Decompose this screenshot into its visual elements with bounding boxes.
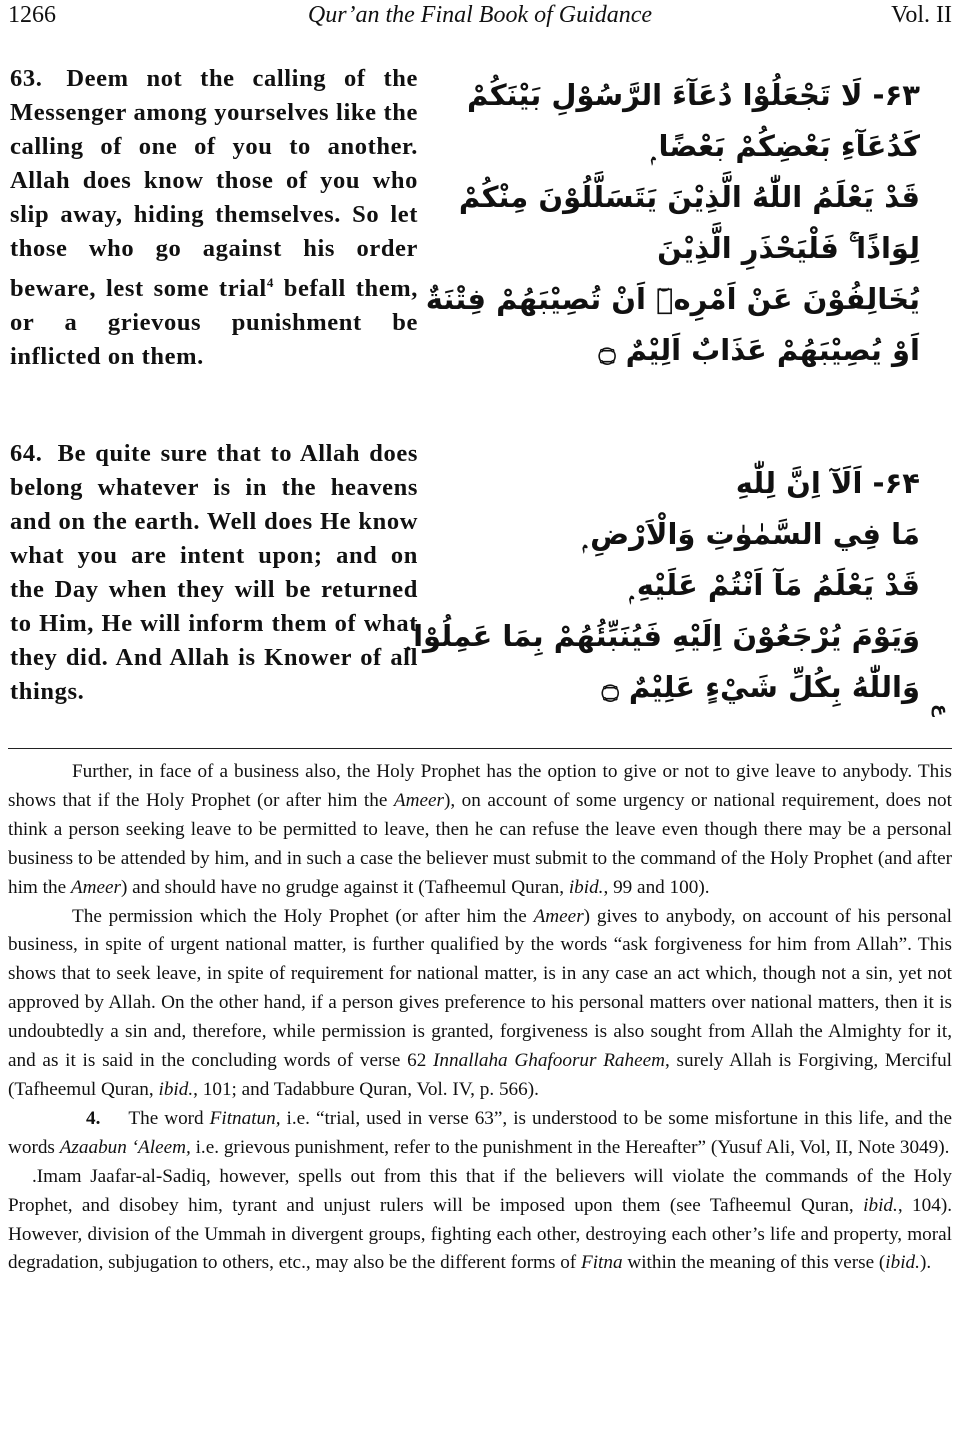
commentary-paragraph xyxy=(8,1163,952,1279)
verse-63-arabic xyxy=(425,70,920,376)
italic-term: ibid. xyxy=(568,876,604,898)
verse-text: Deem not the calling of the Messenger among yourselves like the calling of one of you to another. Allah does know those of you who slip away, hiding themselves. So let those who go against his order beware, lest some trial xyxy=(10,65,418,303)
text: , 99 and 100). xyxy=(603,876,710,898)
text: ) and should have no grudge against it (Tafheemul Quran, xyxy=(120,876,569,898)
verse-64-translation xyxy=(10,437,418,709)
verse-text: Be quite sure that to Allah does belong whatever is in the heavens and on the earth. Well does He know what you are intent upon; and on the Day when they will be returned to Him, He will inform them of what they did. And Allah is Knower of all things. xyxy=(10,440,418,705)
text: i.e. grievous punishment, refer to the punishment in the Hereafter” (Yusuf Ali, Vol, II, Note 3049). xyxy=(190,1136,950,1158)
italic-term: Fitna xyxy=(580,1252,623,1274)
section-divider xyxy=(8,748,952,749)
text: within the meaning of this verse ( xyxy=(622,1252,886,1274)
commentary xyxy=(8,758,952,1278)
volume-label: Vol. II xyxy=(891,2,952,28)
verse-number: 64. xyxy=(10,440,43,467)
verse-63-translation xyxy=(10,62,418,374)
text: , 104). However, division of the Ummah in divergent groups, fighting each other, destroying each other’s life and property, moral degradation, subjugation to others, etc., may also be the different forms of xyxy=(8,1194,953,1274)
arabic-line: يُخَالِفُوْنَ عَنْ اَمْرِهٖٓ اَنْ تُصِيْبَهُمْ فِتْنَةٌ xyxy=(425,282,920,316)
arabic-line: ۶۳- لَا تَجْعَلُوْا دُعَآءَ الرَّسُوْلِ بَيْنَكُمْ xyxy=(467,78,920,112)
arabic-line: قَدْ يَعْلَمُ مَآ اَنْتُمْ عَلَيْهِ ۭ xyxy=(629,568,920,602)
text: The word xyxy=(128,1107,210,1129)
arabic-line: لِوَاذًا ۚ فَلْيَحْذَرِ الَّذِيْنَ xyxy=(657,231,920,265)
text: .Imam Jaafar-al-Sadiq, however, spells out from this that if the believers will violate the commands of the Holy Prophet, and disobey him, tyrant and unjust rulers will be imposed upon them (see Tafheemul Quran, xyxy=(8,1165,952,1216)
text: , surely Allah is Forgiving, Merciful (Tafheemul Quran, xyxy=(8,1050,952,1100)
verse-64-arabic xyxy=(405,458,920,713)
footnote-ref: 4 xyxy=(266,275,274,290)
text: ), on account of some urgency or national requirement, does not think a person seeking leave to be permitted to leave, then he can refuse the leave even though there may be a personal business to be attended by him, and in such a case the believer must submit to the command of the Holy Prophet (and after him the xyxy=(8,789,952,898)
arabic-line: وَيَوْمَ يُرْجَعُوْنَ اِلَيْهِ فَيُنَبِّئُهُمْ بِمَا عَمِلُوْا ۭ xyxy=(405,619,920,653)
italic-term: Ameer xyxy=(393,789,444,811)
arabic-line: اَوْ يُصِيْبَهُمْ عَذَابٌ اَلِيْمٌ ۝ xyxy=(598,333,920,367)
arabic-line: كَدُعَآءِ بَعْضِكُمْ بَعْضًا ۭ xyxy=(651,129,920,163)
arabic-line: ۶۴- اَلَآ اِنَّ لِلّٰهِ xyxy=(735,466,920,500)
arabic-line: مَا فِي السَّمٰوٰتِ وَالْاَرْضِ ۭ xyxy=(582,517,920,551)
italic-term: Innallaha Ghafoorur Raheem xyxy=(433,1050,665,1072)
page-number: 1266 xyxy=(8,2,56,28)
ruku-mark: ع xyxy=(931,703,952,717)
commentary-paragraph xyxy=(8,758,952,903)
italic-term: ibid. xyxy=(158,1078,194,1100)
italic-term: Fitnatun, xyxy=(209,1107,281,1129)
italic-term: Ameer xyxy=(533,905,584,927)
commentary-paragraph xyxy=(8,903,952,1105)
text: ). xyxy=(919,1252,932,1274)
arabic-line: وَاللّٰهُ بِكُلِّ شَيْءٍ عَلِيْمٌ ۝ xyxy=(601,670,920,704)
italic-term: Azaabun ‘Aleem, xyxy=(59,1136,191,1158)
text: ) gives to anybody, on account of his personal business, in spite of urgent national matter, is further qualified by the words “ask forgiveness for him from Allah”. This shows that to seek leave, in spite of requirement for national matter, is in any case an act which, though not a sin, yet not approved by Allah. On the other hand, if a person gives preference to his personal matters over national matters, then it is undoubtedly a sin and, therefore, while permission is granted, forgiveness is also sought from Allah the Almighty for it, and as it is said in the concluding words of verse 62 xyxy=(8,905,952,1072)
footnote-number: 4. xyxy=(86,1107,101,1129)
text: i.e. “trial, used in verse 63”, is understood to be some misfortune in this life, and the words xyxy=(8,1107,952,1158)
arabic-line: قَدْ يَعْلَمُ اللّٰهُ الَّذِيْنَ يَتَسَلَّلُوْنَ مِنْكُمْ xyxy=(458,180,920,214)
verse-number: 63. xyxy=(10,65,43,92)
page-header xyxy=(8,0,952,34)
text: The permission which the Holy Prophet (or after him the xyxy=(72,905,534,927)
book-title: Qur’an the Final Book of Guidance xyxy=(307,2,653,28)
verse-text-cont: befall them, or a grievous punishment be inflicted on them. xyxy=(10,275,418,371)
text: Further, in face of a business also, the Holy Prophet has the option to give or not to give leave to anybody. This shows that if the Holy Prophet (or after him the xyxy=(8,761,952,811)
italic-term: ibid. xyxy=(863,1194,898,1216)
italic-term: Ameer xyxy=(70,876,121,898)
italic-term: ibid. xyxy=(885,1252,920,1274)
text: , 101; and Tadabbure Quran, Vol. IV, p. 566). xyxy=(193,1078,539,1100)
footnote-paragraph xyxy=(8,1105,952,1163)
